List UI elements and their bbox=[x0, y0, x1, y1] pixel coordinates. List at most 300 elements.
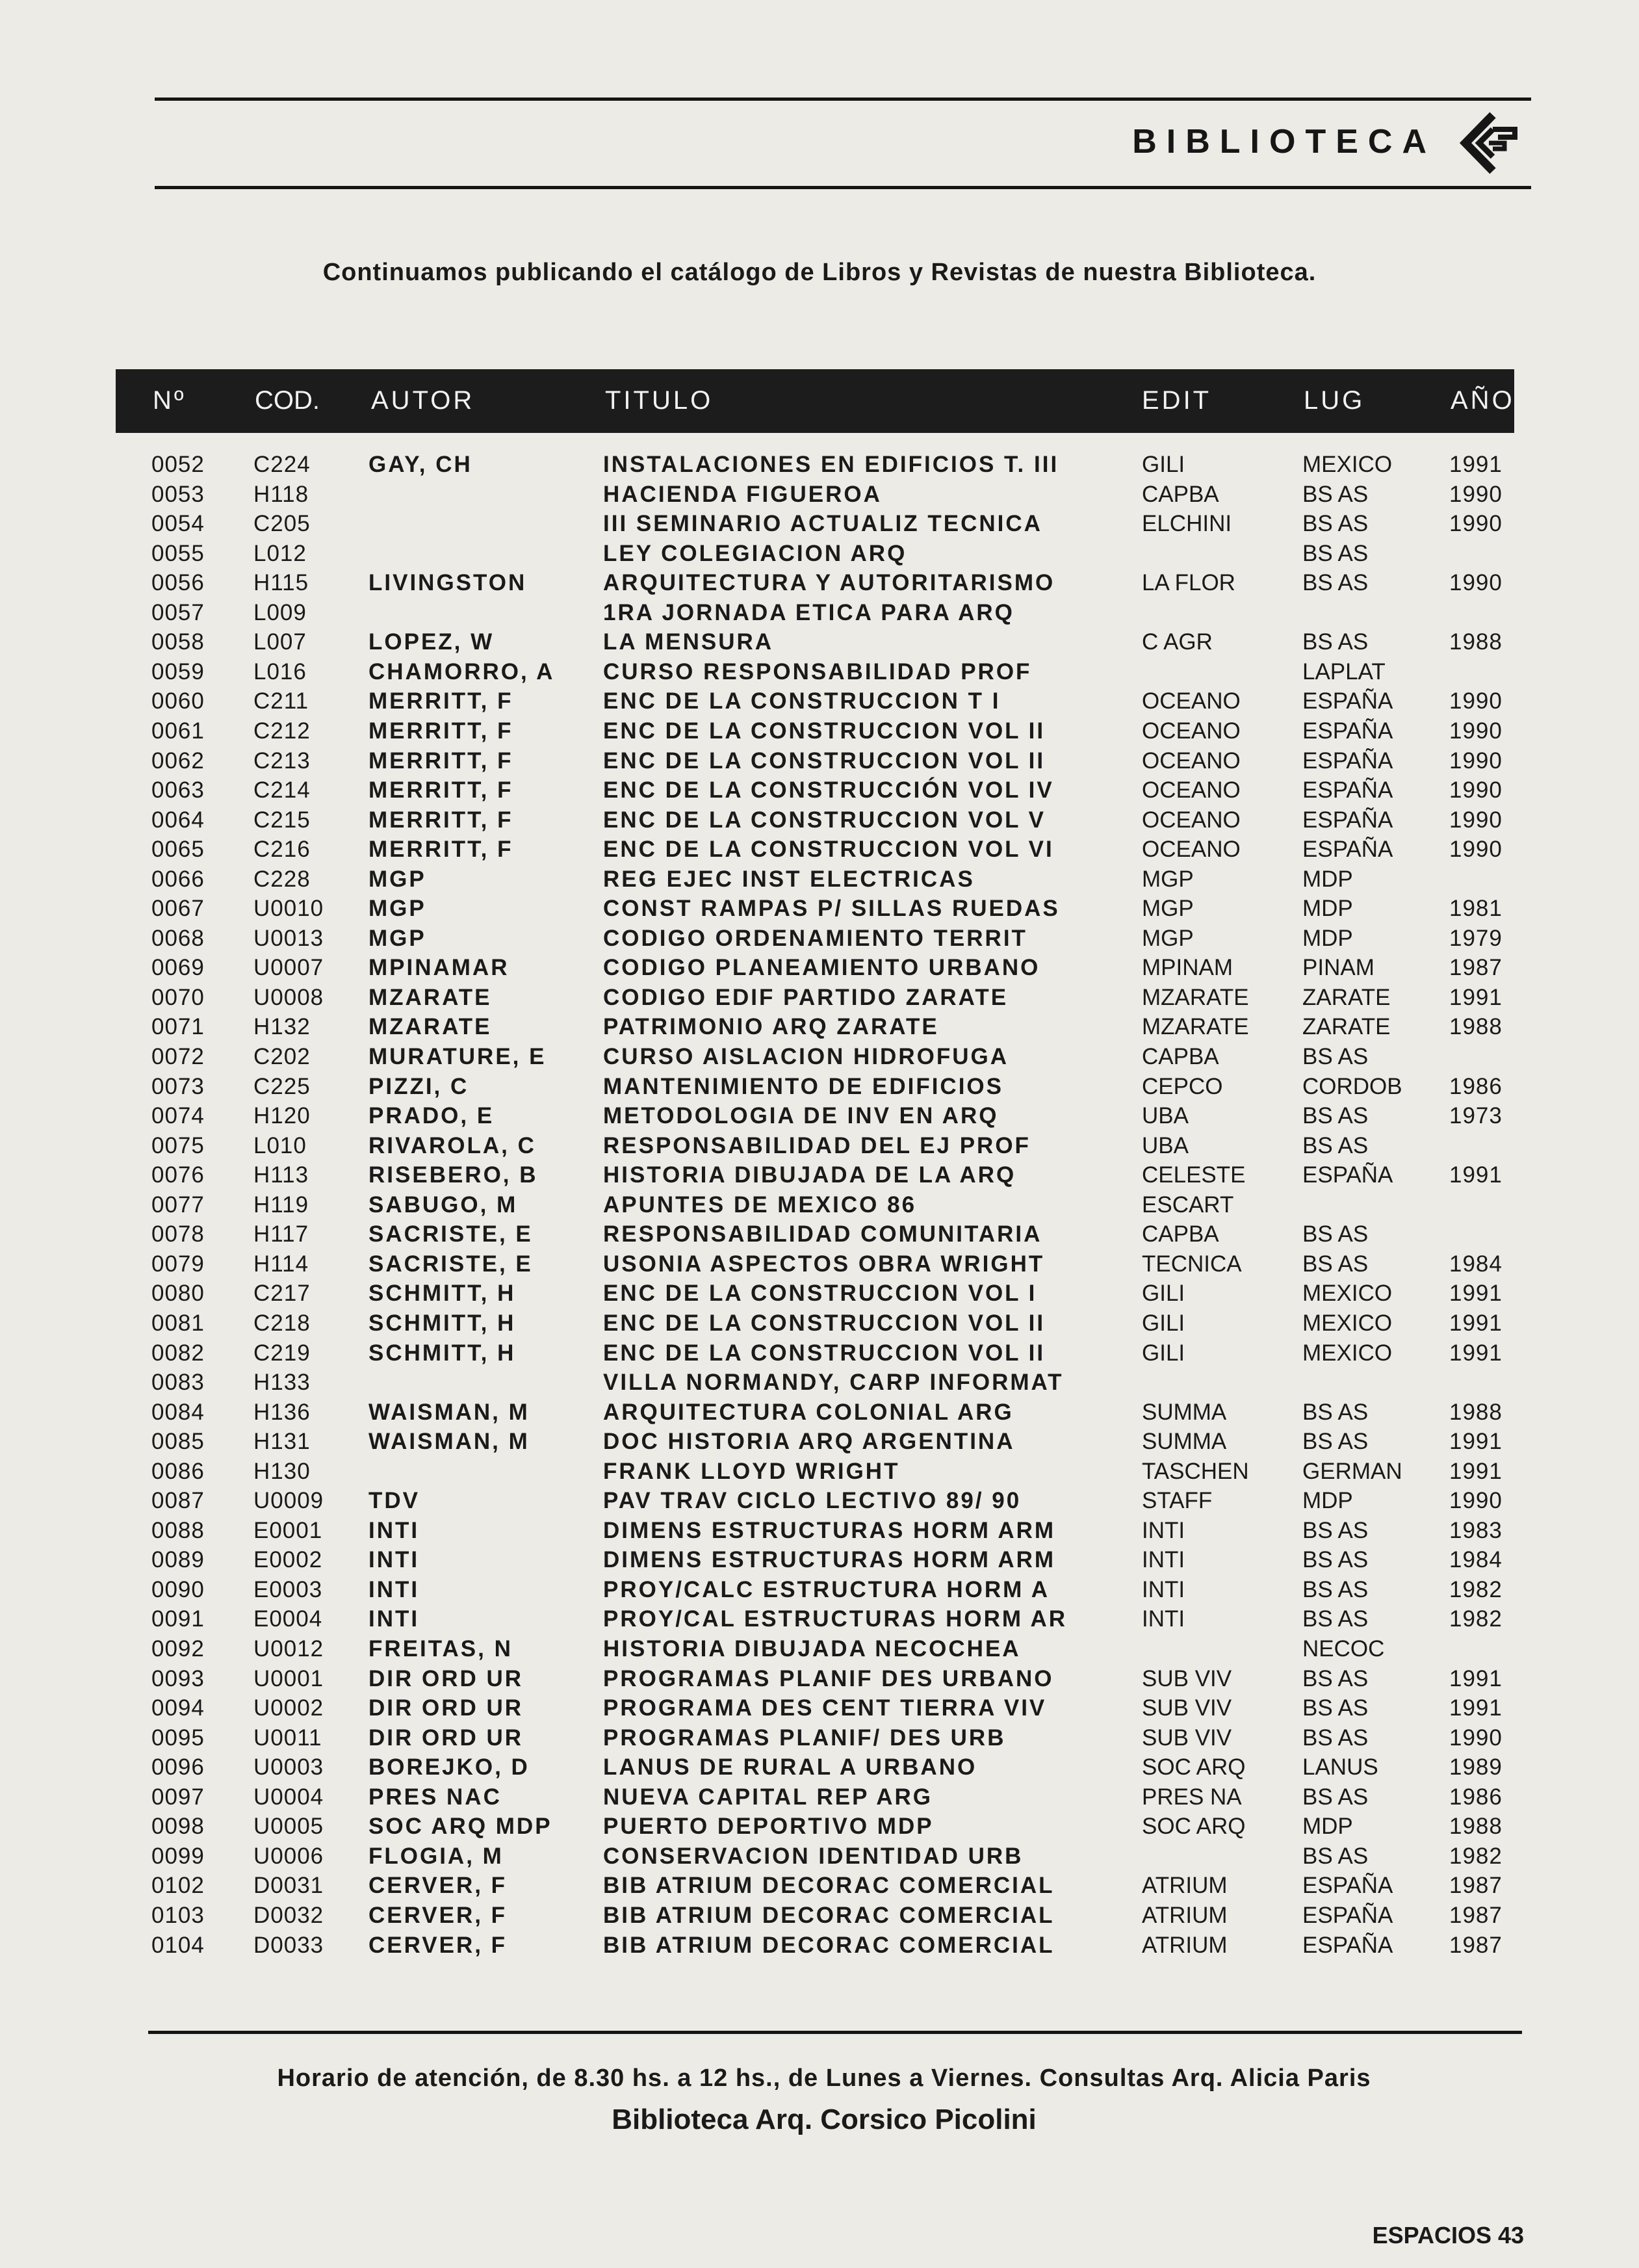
cell-edit: ESCART bbox=[1142, 1192, 1234, 1218]
cell-ano: 1990 bbox=[1449, 777, 1503, 803]
cell-autor: MGP bbox=[368, 925, 426, 951]
cell-num: 0081 bbox=[151, 1310, 205, 1336]
cell-lug: BS AS bbox=[1302, 1843, 1369, 1869]
cell-titulo: APUNTES DE MEXICO 86 bbox=[603, 1192, 917, 1218]
cell-edit: MGP bbox=[1142, 866, 1194, 892]
cell-ano: 1991 bbox=[1449, 1310, 1503, 1336]
cell-autor: SCHMITT, H bbox=[368, 1310, 516, 1336]
cell-ano: 1991 bbox=[1449, 1695, 1503, 1721]
cell-cod: H120 bbox=[253, 1103, 311, 1129]
cell-titulo: CODIGO PLANEAMIENTO URBANO bbox=[603, 955, 1040, 981]
cell-num: 0053 bbox=[151, 481, 205, 507]
table-row bbox=[0, 1133, 1639, 1163]
cell-titulo: CURSO AISLACION HIDROFUGA bbox=[603, 1044, 1009, 1069]
cell-autor: SOC ARQ MDP bbox=[368, 1814, 552, 1840]
cell-cod: H133 bbox=[253, 1370, 311, 1396]
table-row bbox=[0, 1400, 1639, 1429]
cell-ano: 1990 bbox=[1449, 837, 1503, 863]
cell-ano: 1990 bbox=[1449, 1488, 1503, 1514]
cell-lug: MEXICO bbox=[1302, 1310, 1393, 1336]
cell-titulo: DIMENS ESTRUCTURAS HORM ARM bbox=[603, 1517, 1056, 1543]
cell-autor: LIVINGSTON bbox=[368, 570, 527, 596]
table-row bbox=[0, 1695, 1639, 1725]
cell-cod: L009 bbox=[253, 599, 307, 625]
cell-lug: BS AS bbox=[1302, 1725, 1369, 1751]
cell-autor: CHAMORRO, A bbox=[368, 658, 555, 684]
cell-lug: MDP bbox=[1302, 896, 1353, 922]
cell-num: 0063 bbox=[151, 777, 205, 803]
cell-lug: BS AS bbox=[1302, 1399, 1369, 1425]
table-row bbox=[0, 1488, 1639, 1518]
cell-autor: CERVER, F bbox=[368, 1932, 508, 1958]
col-header-ano: AÑO bbox=[1451, 386, 1515, 415]
cell-ano: 1990 bbox=[1449, 718, 1503, 744]
cell-titulo: ENC DE LA CONSTRUCCION VOL VI bbox=[603, 837, 1054, 863]
cell-cod: H119 bbox=[253, 1192, 309, 1218]
cell-edit: SUB VIV bbox=[1142, 1665, 1232, 1691]
col-header-autor: AUTOR bbox=[371, 386, 475, 415]
cell-ano: 1990 bbox=[1449, 688, 1503, 714]
cell-autor: SABUGO, M bbox=[368, 1192, 518, 1218]
cell-titulo: PROGRAMAS PLANIF/ DES URB bbox=[603, 1725, 1006, 1751]
table-row bbox=[0, 629, 1639, 659]
cell-num: 0070 bbox=[151, 984, 205, 1010]
table-row bbox=[0, 1814, 1639, 1844]
cell-cod: U0008 bbox=[253, 984, 324, 1010]
cell-cod: U0004 bbox=[253, 1784, 324, 1810]
cell-ano: 1990 bbox=[1449, 511, 1503, 537]
cell-cod: E0002 bbox=[253, 1547, 323, 1573]
cell-lug: ESPAÑA bbox=[1302, 837, 1393, 863]
cell-autor: DIR ORD UR bbox=[368, 1665, 524, 1691]
cell-titulo: DIMENS ESTRUCTURAS HORM ARM bbox=[603, 1547, 1056, 1573]
cell-num: 0099 bbox=[151, 1843, 205, 1869]
cell-edit: MZARATE bbox=[1142, 984, 1249, 1010]
cell-titulo: BIB ATRIUM DECORAC COMERCIAL bbox=[603, 1902, 1055, 1928]
cell-num: 0085 bbox=[151, 1429, 205, 1455]
cell-edit: CAPBA bbox=[1142, 481, 1219, 507]
cell-cod: U0001 bbox=[253, 1665, 324, 1691]
cell-cod: C224 bbox=[253, 452, 311, 477]
table-row bbox=[0, 1370, 1639, 1400]
cell-edit: OCEANO bbox=[1142, 777, 1241, 803]
cell-num: 0077 bbox=[151, 1192, 205, 1218]
cell-num: 0098 bbox=[151, 1814, 205, 1840]
cell-autor: SACRISTE, E bbox=[368, 1221, 533, 1247]
cell-ano: 1982 bbox=[1449, 1843, 1503, 1869]
cell-autor: PRES NAC bbox=[368, 1784, 502, 1810]
cell-num: 0084 bbox=[151, 1399, 205, 1425]
cell-cod: U0009 bbox=[253, 1488, 324, 1514]
cell-lug: MDP bbox=[1302, 925, 1353, 951]
cell-titulo: PAV TRAV CICLO LECTIVO 89/ 90 bbox=[603, 1488, 1022, 1514]
table-row bbox=[0, 1251, 1639, 1281]
cell-cod: C212 bbox=[253, 718, 311, 744]
cell-titulo: HISTORIA DIBUJADA DE LA ARQ bbox=[603, 1162, 1016, 1188]
cell-num: 0064 bbox=[151, 807, 205, 833]
cell-lug: ESPAÑA bbox=[1302, 718, 1393, 744]
cell-titulo: ARQUITECTURA COLONIAL ARG bbox=[603, 1399, 1014, 1425]
cell-lug: BS AS bbox=[1302, 1606, 1369, 1632]
table-row bbox=[0, 1666, 1639, 1696]
table-row bbox=[0, 1577, 1639, 1607]
cell-cod: C213 bbox=[253, 748, 311, 774]
cell-num: 0062 bbox=[151, 748, 205, 774]
cell-ano: 1990 bbox=[1449, 570, 1503, 596]
cell-ano: 1991 bbox=[1449, 1281, 1503, 1307]
cell-cod: C214 bbox=[253, 777, 311, 803]
table-row bbox=[0, 1844, 1639, 1873]
cell-titulo: REG EJEC INST ELECTRICAS bbox=[603, 866, 975, 892]
cell-titulo: RESPONSABILIDAD COMUNITARIA bbox=[603, 1221, 1042, 1247]
cell-titulo: ENC DE LA CONSTRUCCIÓN VOL IV bbox=[603, 777, 1054, 803]
cell-titulo: ENC DE LA CONSTRUCCION VOL II bbox=[603, 718, 1046, 744]
cell-lug: MEXICO bbox=[1302, 1340, 1393, 1366]
cell-autor: MZARATE bbox=[368, 1014, 492, 1040]
cell-num: 0092 bbox=[151, 1636, 205, 1662]
table-row bbox=[0, 1074, 1639, 1104]
cell-ano: 1991 bbox=[1449, 984, 1503, 1010]
table-row bbox=[0, 1459, 1639, 1489]
table-row bbox=[0, 807, 1639, 837]
cell-cod: H114 bbox=[253, 1251, 309, 1277]
cell-cod: D0032 bbox=[253, 1902, 324, 1928]
cell-edit: ATRIUM bbox=[1142, 1873, 1228, 1899]
cell-cod: C218 bbox=[253, 1310, 311, 1336]
cell-edit: OCEANO bbox=[1142, 718, 1241, 744]
cell-autor: MERRITT, F bbox=[368, 688, 513, 714]
cell-titulo: ENC DE LA CONSTRUCCION VOL II bbox=[603, 1340, 1046, 1366]
table-row bbox=[0, 748, 1639, 778]
cell-ano: 1990 bbox=[1449, 481, 1503, 507]
cell-lug: BS AS bbox=[1302, 481, 1369, 507]
table-row bbox=[0, 1754, 1639, 1784]
cell-num: 0096 bbox=[151, 1754, 205, 1780]
cell-num: 0080 bbox=[151, 1281, 205, 1307]
cell-cod: C219 bbox=[253, 1340, 311, 1366]
cell-lug: MDP bbox=[1302, 866, 1353, 892]
cell-autor: SACRISTE, E bbox=[368, 1251, 533, 1277]
cell-edit: ELCHINI bbox=[1142, 511, 1232, 537]
cell-num: 0066 bbox=[151, 866, 205, 892]
cell-titulo: LEY COLEGIACION ARQ bbox=[603, 540, 907, 566]
cell-lug: CORDOB bbox=[1302, 1073, 1402, 1099]
cell-lug: PINAM bbox=[1302, 955, 1374, 981]
cell-titulo: CURSO RESPONSABILIDAD PROF bbox=[603, 658, 1032, 684]
col-header-edit: EDIT bbox=[1142, 386, 1212, 415]
table-row bbox=[0, 1784, 1639, 1814]
cell-ano: 1988 bbox=[1449, 1814, 1503, 1840]
cell-edit: OCEANO bbox=[1142, 748, 1241, 774]
cell-lug: MDP bbox=[1302, 1814, 1353, 1840]
cell-cod: E0001 bbox=[253, 1517, 323, 1543]
cell-autor: MGP bbox=[368, 866, 426, 892]
cell-cod: H130 bbox=[253, 1458, 311, 1484]
cell-cod: U0006 bbox=[253, 1843, 324, 1869]
cell-edit: CAPBA bbox=[1142, 1044, 1219, 1069]
cell-lug: ESPAÑA bbox=[1302, 1162, 1393, 1188]
cell-ano: 1991 bbox=[1449, 452, 1503, 477]
cell-ano: 1990 bbox=[1449, 807, 1503, 833]
table-row bbox=[0, 777, 1639, 807]
cell-edit: GILI bbox=[1142, 1281, 1185, 1307]
cell-num: 0072 bbox=[151, 1044, 205, 1069]
cell-lug: MEXICO bbox=[1302, 1281, 1393, 1307]
cell-num: 0082 bbox=[151, 1340, 205, 1366]
table-row bbox=[0, 452, 1639, 482]
cell-autor: BOREJKO, D bbox=[368, 1754, 530, 1780]
cell-autor: PRADO, E bbox=[368, 1103, 495, 1129]
cell-titulo: NUEVA CAPITAL REP ARG bbox=[603, 1784, 933, 1810]
cell-edit: ATRIUM bbox=[1142, 1902, 1228, 1928]
cell-edit: UBA bbox=[1142, 1103, 1189, 1129]
cell-cod: U0002 bbox=[253, 1695, 324, 1721]
cell-edit: CAPBA bbox=[1142, 1221, 1219, 1247]
cell-num: 0089 bbox=[151, 1547, 205, 1573]
cell-num: 0056 bbox=[151, 570, 205, 596]
cell-edit: SOC ARQ bbox=[1142, 1754, 1246, 1780]
cell-num: 0097 bbox=[151, 1784, 205, 1810]
cell-edit: GILI bbox=[1142, 1340, 1185, 1366]
header-top-rule bbox=[155, 98, 1531, 101]
cell-cod: H117 bbox=[253, 1221, 309, 1247]
cell-titulo: USONIA ASPECTOS OBRA WRIGHT bbox=[603, 1251, 1045, 1277]
cell-cod: U0012 bbox=[253, 1636, 324, 1662]
cell-ano: 1988 bbox=[1449, 629, 1503, 655]
cell-lug: ESPAÑA bbox=[1302, 1873, 1393, 1899]
cell-cod: C211 bbox=[253, 688, 309, 714]
cell-autor: SCHMITT, H bbox=[368, 1281, 516, 1307]
table-row bbox=[0, 1429, 1639, 1459]
cell-lug: ESPAÑA bbox=[1302, 1932, 1393, 1958]
cell-ano: 1988 bbox=[1449, 1399, 1503, 1425]
table-row bbox=[0, 1162, 1639, 1192]
cell-titulo: ENC DE LA CONSTRUCCION VOL II bbox=[603, 1310, 1046, 1336]
cell-num: 0067 bbox=[151, 896, 205, 922]
opening-hours-text: Horario de atención, de 8.30 hs. a 12 hs., de Lunes a Viernes. Consultas Arq. Alicia Paris bbox=[277, 2065, 1371, 2092]
cell-cod: D0033 bbox=[253, 1932, 324, 1958]
cell-cod: L010 bbox=[253, 1132, 307, 1158]
cell-edit: CELESTE bbox=[1142, 1162, 1246, 1188]
cell-cod: H136 bbox=[253, 1399, 311, 1425]
cell-edit: SUMMA bbox=[1142, 1399, 1227, 1425]
cell-titulo: CONSERVACION IDENTIDAD URB bbox=[603, 1843, 1024, 1869]
cell-cod: C205 bbox=[253, 511, 311, 537]
cell-titulo: FRANK LLOYD WRIGHT bbox=[603, 1458, 900, 1484]
cell-autor: WAISMAN, M bbox=[368, 1399, 530, 1425]
cell-titulo: ARQUITECTURA Y AUTORITARISMO bbox=[603, 570, 1055, 596]
cell-ano: 1990 bbox=[1449, 748, 1503, 774]
cell-edit: OCEANO bbox=[1142, 837, 1241, 863]
cell-edit: INTI bbox=[1142, 1576, 1185, 1602]
table-row bbox=[0, 688, 1639, 718]
cell-ano: 1989 bbox=[1449, 1754, 1503, 1780]
cell-ano: 1984 bbox=[1449, 1547, 1503, 1573]
cell-ano: 1984 bbox=[1449, 1251, 1503, 1277]
cell-lug: BS AS bbox=[1302, 1665, 1369, 1691]
cell-autor: CERVER, F bbox=[368, 1873, 508, 1899]
cell-autor: WAISMAN, M bbox=[368, 1429, 530, 1455]
cell-titulo: PROGRAMAS PLANIF DES URBANO bbox=[603, 1665, 1054, 1691]
cell-titulo: HISTORIA DIBUJADA NECOCHEA bbox=[603, 1636, 1021, 1662]
cell-lug: ESPAÑA bbox=[1302, 1902, 1393, 1928]
col-header-lug: LUG bbox=[1304, 386, 1365, 415]
cell-num: 0090 bbox=[151, 1576, 205, 1602]
cell-lug: BS AS bbox=[1302, 1784, 1369, 1810]
cell-num: 0078 bbox=[151, 1221, 205, 1247]
cell-titulo: CODIGO EDIF PARTIDO ZARATE bbox=[603, 984, 1009, 1010]
cell-edit: INTI bbox=[1142, 1517, 1185, 1543]
cell-ano: 1979 bbox=[1449, 925, 1503, 951]
cell-autor: PIZZI, C bbox=[368, 1073, 469, 1099]
table-row bbox=[0, 1103, 1639, 1133]
cell-cod: E0004 bbox=[253, 1606, 323, 1632]
table-row bbox=[0, 985, 1639, 1015]
cell-lug: BS AS bbox=[1302, 1517, 1369, 1543]
cell-autor: INTI bbox=[368, 1606, 420, 1632]
cell-edit: SOC ARQ bbox=[1142, 1814, 1246, 1840]
cell-ano: 1987 bbox=[1449, 1873, 1503, 1899]
cell-edit: CEPCO bbox=[1142, 1073, 1223, 1099]
cell-titulo: CONST RAMPAS P/ SILLAS RUEDAS bbox=[603, 896, 1060, 922]
cell-cod: H118 bbox=[253, 481, 309, 507]
cell-autor: DIR ORD UR bbox=[368, 1695, 524, 1721]
cell-ano: 1991 bbox=[1449, 1458, 1503, 1484]
cell-titulo: BIB ATRIUM DECORAC COMERCIAL bbox=[603, 1932, 1055, 1958]
col-header-cod: COD. bbox=[255, 386, 320, 415]
cell-cod: C216 bbox=[253, 837, 311, 863]
table-row bbox=[0, 1725, 1639, 1755]
cell-lug: BS AS bbox=[1302, 511, 1369, 537]
cell-lug: BS AS bbox=[1302, 1695, 1369, 1721]
cell-autor: MERRITT, F bbox=[368, 807, 513, 833]
cell-num: 0057 bbox=[151, 599, 205, 625]
cell-cod: U0005 bbox=[253, 1814, 324, 1840]
table-row bbox=[0, 541, 1639, 571]
cell-num: 0068 bbox=[151, 925, 205, 951]
cell-lug: LAPLAT bbox=[1302, 658, 1386, 684]
cell-num: 0055 bbox=[151, 540, 205, 566]
cell-edit: TASCHEN bbox=[1142, 1458, 1249, 1484]
table-row bbox=[0, 1903, 1639, 1933]
cell-cod: C225 bbox=[253, 1073, 311, 1099]
header-bottom-rule bbox=[155, 186, 1531, 189]
cell-cod: H113 bbox=[253, 1162, 309, 1188]
table-row bbox=[0, 718, 1639, 748]
cell-autor: MERRITT, F bbox=[368, 837, 513, 863]
table-row bbox=[0, 1192, 1639, 1222]
cell-titulo: PROGRAMA DES CENT TIERRA VIV bbox=[603, 1695, 1047, 1721]
cell-titulo: METODOLOGIA DE INV EN ARQ bbox=[603, 1103, 999, 1129]
cell-titulo: LA MENSURA bbox=[603, 629, 774, 655]
spiral-arrow-logo-icon bbox=[1452, 107, 1524, 179]
cell-autor: INTI bbox=[368, 1576, 420, 1602]
footer-rule bbox=[148, 2031, 1522, 2034]
cell-num: 0093 bbox=[151, 1665, 205, 1691]
table-row bbox=[0, 1044, 1639, 1074]
cell-num: 0087 bbox=[151, 1488, 205, 1514]
cell-cod: U0010 bbox=[253, 896, 324, 922]
cell-edit: SUMMA bbox=[1142, 1429, 1227, 1455]
cell-edit: TECNICA bbox=[1142, 1251, 1242, 1277]
cell-lug: BS AS bbox=[1302, 540, 1369, 566]
cell-edit: INTI bbox=[1142, 1606, 1185, 1632]
cell-num: 0069 bbox=[151, 955, 205, 981]
cell-titulo: PATRIMONIO ARQ ZARATE bbox=[603, 1014, 939, 1040]
cell-lug: BS AS bbox=[1302, 1103, 1369, 1129]
cell-edit: GILI bbox=[1142, 452, 1185, 477]
cell-lug: MEXICO bbox=[1302, 452, 1393, 477]
table-row bbox=[0, 1636, 1639, 1666]
cell-lug: BS AS bbox=[1302, 1547, 1369, 1573]
cell-lug: BS AS bbox=[1302, 1429, 1369, 1455]
cell-ano: 1990 bbox=[1449, 1725, 1503, 1751]
table-row bbox=[0, 659, 1639, 689]
cell-num: 0103 bbox=[151, 1902, 205, 1928]
cell-autor: MGP bbox=[368, 896, 426, 922]
cell-autor: MERRITT, F bbox=[368, 777, 513, 803]
cell-autor: CERVER, F bbox=[368, 1902, 508, 1928]
cell-ano: 1991 bbox=[1449, 1162, 1503, 1188]
cell-cod: H115 bbox=[253, 570, 309, 596]
cell-num: 0104 bbox=[151, 1932, 205, 1958]
library-name-text: Biblioteca Arq. Corsico Picolini bbox=[612, 2104, 1037, 2135]
cell-autor: LOPEZ, W bbox=[368, 629, 495, 655]
cell-edit: INTI bbox=[1142, 1547, 1185, 1573]
cell-num: 0075 bbox=[151, 1132, 205, 1158]
cell-ano: 1987 bbox=[1449, 1932, 1503, 1958]
cell-cod: E0003 bbox=[253, 1576, 323, 1602]
cell-ano: 1987 bbox=[1449, 1902, 1503, 1928]
col-header-num: Nº bbox=[153, 386, 187, 415]
cell-edit: UBA bbox=[1142, 1132, 1189, 1158]
cell-num: 0102 bbox=[151, 1873, 205, 1899]
cell-num: 0095 bbox=[151, 1725, 205, 1751]
cell-cod: C217 bbox=[253, 1281, 311, 1307]
cell-ano: 1991 bbox=[1449, 1340, 1503, 1366]
cell-num: 0091 bbox=[151, 1606, 205, 1632]
cell-lug: GERMAN bbox=[1302, 1458, 1402, 1484]
table-row bbox=[0, 511, 1639, 541]
cell-ano: 1982 bbox=[1449, 1576, 1503, 1602]
cell-titulo: PROY/CAL ESTRUCTURAS HORM AR bbox=[603, 1606, 1068, 1632]
cell-num: 0059 bbox=[151, 658, 205, 684]
cell-lug: ESPAÑA bbox=[1302, 807, 1393, 833]
cell-num: 0086 bbox=[151, 1458, 205, 1484]
cell-ano: 1991 bbox=[1449, 1429, 1503, 1455]
cell-titulo: ENC DE LA CONSTRUCCION T I bbox=[603, 688, 1001, 714]
cell-autor: FLOGIA, M bbox=[368, 1843, 504, 1869]
cell-edit: MZARATE bbox=[1142, 1014, 1249, 1040]
cell-lug: BS AS bbox=[1302, 1251, 1369, 1277]
table-row bbox=[0, 926, 1639, 956]
cell-num: 0074 bbox=[151, 1103, 205, 1129]
cell-autor: INTI bbox=[368, 1517, 420, 1543]
cell-num: 0076 bbox=[151, 1162, 205, 1188]
cell-autor: MPINAMAR bbox=[368, 955, 510, 981]
table-row bbox=[0, 1340, 1639, 1370]
cell-autor: MERRITT, F bbox=[368, 718, 513, 744]
cell-cod: D0031 bbox=[253, 1873, 324, 1899]
table-row bbox=[0, 1221, 1639, 1251]
cell-num: 0071 bbox=[151, 1014, 205, 1040]
section-title: BIBLIOTECA bbox=[1132, 123, 1436, 161]
cell-num: 0065 bbox=[151, 837, 205, 863]
cell-titulo: LANUS DE RURAL A URBANO bbox=[603, 1754, 977, 1780]
table-row bbox=[0, 896, 1639, 926]
cell-cod: C215 bbox=[253, 807, 311, 833]
table-header bbox=[116, 369, 1514, 433]
